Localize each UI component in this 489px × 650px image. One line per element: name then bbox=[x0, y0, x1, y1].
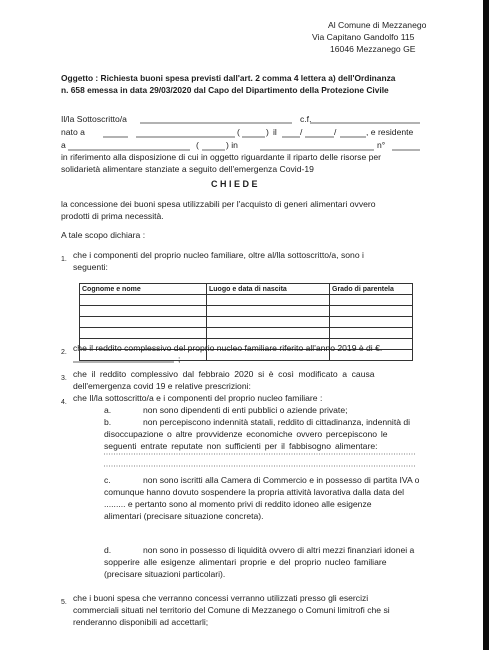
address-line-2: Via Capitano Gandolfo 115 bbox=[312, 32, 415, 42]
table-row bbox=[80, 295, 413, 306]
item-3-line-2: dell'emergenza covid 19 e relative prescrizioni: bbox=[73, 381, 251, 391]
chiede-heading: C H I E D E bbox=[211, 179, 258, 189]
item-4-c-line-1: non sono iscritti alla Camera di Commercio e in possesso di partita IVA o bbox=[143, 475, 420, 485]
address-line-3: 16046 Mezzanego GE bbox=[330, 44, 416, 54]
form-resident-label: , e residente bbox=[366, 127, 414, 137]
item-4-number: 4. bbox=[61, 399, 67, 406]
form-reference-line-2: solidarietà alimentare stanziate a seguito dell'emergenza Covid-19 bbox=[61, 164, 314, 174]
form-date-sep-2: / bbox=[334, 127, 337, 137]
item-3-line-1: che il reddito complessivo dal febbraio 2020 si è così modificato a causa bbox=[73, 369, 375, 379]
item-4-a-label: a. bbox=[104, 405, 112, 415]
item-4-b-line-3: seguenti entrate reputate non sufficienti per il fabbisogno alimentare: bbox=[104, 441, 378, 451]
screen-edge bbox=[483, 0, 489, 650]
item-1-number: 1. bbox=[61, 256, 67, 263]
item-4-c-line-4: alimentari (precisare situazione concreta). bbox=[104, 511, 264, 521]
item-4-c-label: c. bbox=[104, 475, 111, 485]
form-province-close: ) bbox=[266, 127, 269, 137]
table-cell[interactable] bbox=[80, 306, 207, 317]
item-4-c-line-3: ......... e pertanto sono al momento privi di reddito idoneo alle esigenze bbox=[104, 499, 372, 509]
item-5-line-3: renderanno disponibili ad accettarli; bbox=[73, 617, 209, 627]
item-5-line-1: che i buoni spesa che verranno concessi verranno utilizzati presso gli esercizi bbox=[73, 593, 369, 603]
table-cell[interactable] bbox=[330, 328, 413, 339]
form-number-label: n° bbox=[377, 140, 386, 150]
request-line-1: la concessione dei buoni spesa utilizzabili per l'acquisto di generi alimentari ovvero bbox=[61, 199, 376, 209]
form-city-label: a bbox=[61, 140, 66, 150]
item-4-d-line-1: non sono in possesso di liquidità ovvero di altri mezzi finanziari idonei a bbox=[143, 545, 415, 555]
item-5-number: 5. bbox=[61, 599, 67, 606]
form-cf-label: c.f. bbox=[300, 114, 312, 124]
table-cell[interactable] bbox=[80, 328, 207, 339]
item-4-d-label: d. bbox=[104, 545, 112, 555]
form-address-label: ) in bbox=[226, 140, 238, 150]
item-1-line-1: che i componenti del proprio nucleo familiare, oltre al/lla sottoscritto/a, sono i bbox=[73, 250, 364, 260]
form-born-label: nato a bbox=[61, 127, 85, 137]
item-5-line-2: commerciali situati nel territorio del Comune di Mezzanego o Comuni limitrofi che si bbox=[73, 605, 390, 615]
address-line-1: Al Comune di Mezzanego bbox=[328, 20, 427, 30]
table-cell[interactable] bbox=[207, 317, 330, 328]
form-date-sep-1: / bbox=[300, 127, 303, 137]
table-row bbox=[80, 317, 413, 328]
table-header-relation: Grado di parentela bbox=[330, 284, 413, 295]
form-reference-line-1: in riferimento alla disposizione di cui in oggetto riguardante il riparto delle risorse per bbox=[61, 152, 382, 162]
item-4-intro: che Il/la sottoscritto/a e i componenti del proprio nucleo familiare : bbox=[73, 393, 323, 403]
table-header-name: Cognome e nome bbox=[80, 284, 207, 295]
table-cell[interactable] bbox=[207, 306, 330, 317]
subject-line-2: n. 658 emessa in data 29/03/2020 dal Capo del Dipartimento della Protezione Civile bbox=[61, 85, 389, 95]
table-cell[interactable] bbox=[330, 295, 413, 306]
table-cell[interactable] bbox=[207, 295, 330, 306]
item-2-number: 2. bbox=[61, 349, 67, 356]
form-name-label: Il/la Sottoscritto/a bbox=[61, 114, 127, 124]
form-city-province-open: ( bbox=[196, 140, 199, 150]
request-line-2: prodotti di prima necessità. bbox=[61, 211, 164, 221]
item-2-line-1: che il reddito complessivo del proprio nucleo familiare riferito all'anno 2019 è di €. bbox=[73, 343, 383, 353]
table-cell[interactable] bbox=[330, 306, 413, 317]
table-header-row bbox=[80, 284, 413, 295]
table-cell[interactable] bbox=[80, 317, 207, 328]
table-row bbox=[80, 328, 413, 339]
item-3-number: 3. bbox=[61, 375, 67, 382]
item-4-a-text: non sono dipendenti di enti pubblici o aziende private; bbox=[143, 405, 348, 415]
form-province-open: ( bbox=[237, 127, 240, 137]
item-4-b-label: b. bbox=[104, 417, 112, 427]
item-4-b-line-2: disoccupazione o altre provvidenze economiche ovvero percepiscono le bbox=[104, 429, 388, 439]
table-header-birth: Luogo e data di nascita bbox=[207, 284, 330, 295]
table-row bbox=[80, 306, 413, 317]
item-4-c-line-2: comunque hanno dovuto sospendere la propria attività lavorativa dalla data del bbox=[104, 487, 405, 497]
form-date-label: il bbox=[273, 127, 277, 137]
item-1-line-2: seguenti: bbox=[73, 262, 108, 272]
subject-line-1: Oggetto : Richiesta buoni spesa previsti dall'art. 2 comma 4 lettera a) dell'Ordinanza bbox=[61, 73, 396, 83]
item-4-b-line-1: non percepiscono indennità statali, reddito di cittadinanza, indennità di bbox=[143, 417, 411, 427]
item-4-d-line-3: (precisare situazioni particolari). bbox=[104, 569, 226, 579]
item-2-line-2: ; bbox=[178, 354, 181, 364]
item-4-d-line-2: sopperire alle esigenze alimentari proprie e del proprio nucleo familiare bbox=[104, 557, 387, 567]
table-cell[interactable] bbox=[207, 328, 330, 339]
declares-heading: A tale scopo dichiara : bbox=[61, 230, 146, 240]
table-cell[interactable] bbox=[80, 295, 207, 306]
table-cell[interactable] bbox=[330, 317, 413, 328]
